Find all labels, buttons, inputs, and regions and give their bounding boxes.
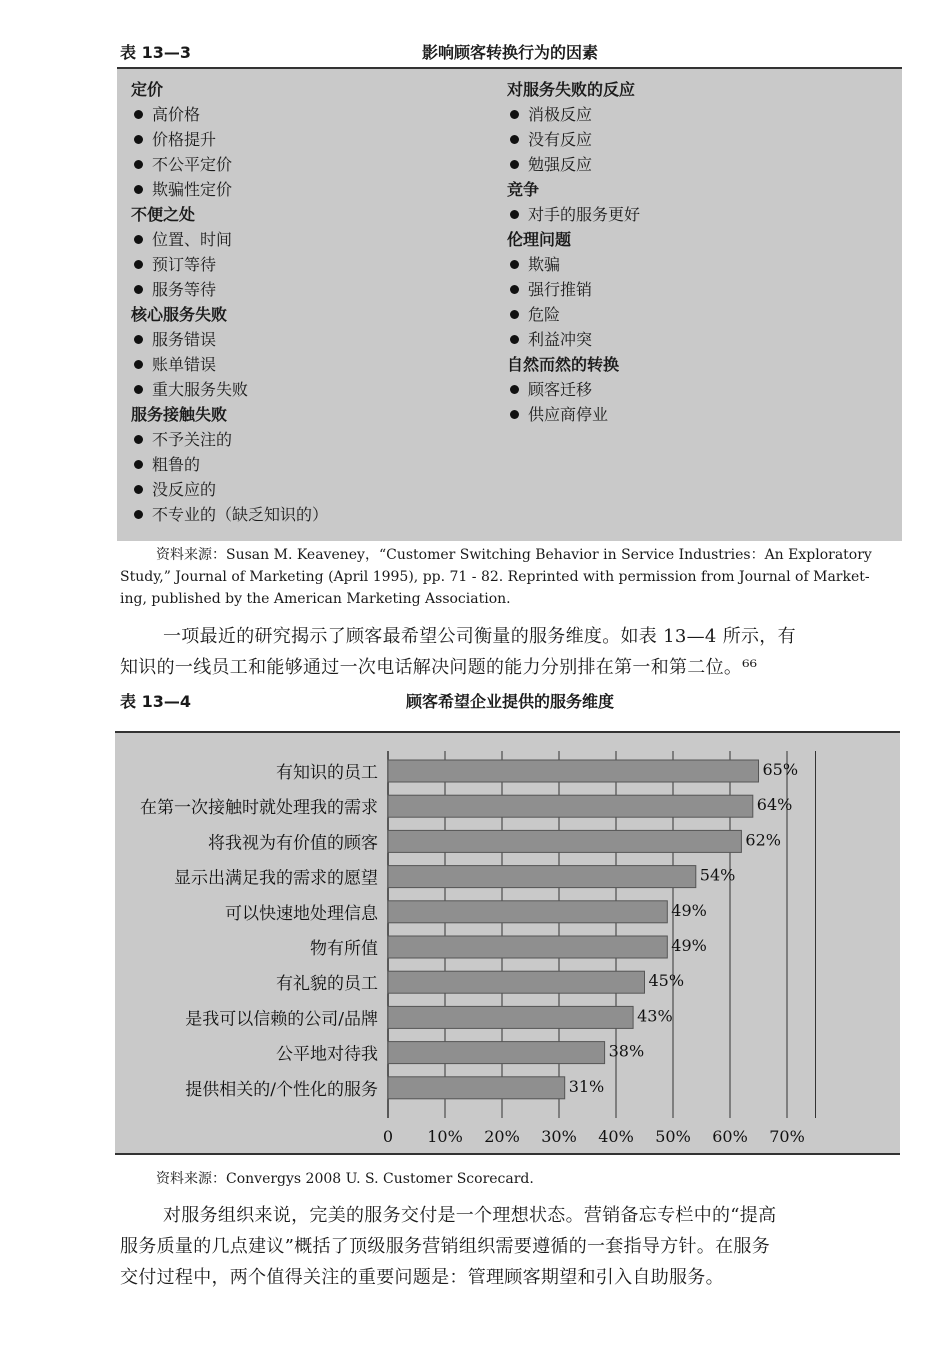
bullet-icon	[134, 160, 143, 169]
chart-tick-label: 50%	[655, 1127, 691, 1146]
table1-category: 自然而然的转换	[507, 355, 620, 374]
table1-item-text: 没反应的	[152, 480, 217, 499]
table1-list-item	[131, 502, 328, 527]
table2-label: 表 13—4	[120, 692, 191, 711]
table2-source: 资料来源：Convergys 2008 U. S. Customer Scorecard.	[156, 1171, 534, 1187]
bullet-icon	[134, 285, 143, 294]
table1-source-line: Study,” Journal of Marketing (April 1995), pp. 71 - 82. Reprinted with permission from Journal of Market-	[120, 569, 870, 585]
table1-item-text: 服务错误	[152, 330, 217, 349]
table1-item-text: 不公平定价	[152, 155, 233, 174]
table1-list-item	[131, 127, 328, 152]
chart-data-label: 62%	[745, 830, 781, 850]
paragraph-line: 一项最近的研究揭示了顾客最希望公司衡量的服务维度。如表 13—4 所示，有	[163, 626, 796, 647]
table1-label: 表 13—3	[120, 43, 191, 62]
table1-list-item	[507, 102, 640, 127]
table1-list-item	[131, 102, 328, 127]
table1-list-item	[507, 127, 640, 152]
table1-item-text: 价格提升	[152, 130, 217, 149]
chart-category-label: 有知识的员工	[276, 763, 378, 783]
table1-list-item	[131, 177, 328, 202]
table1-item-text: 粗鲁的	[152, 455, 201, 474]
table1-category: 竞争	[507, 180, 540, 199]
table1-item-text: 预订等待	[152, 255, 217, 274]
bullet-icon	[510, 135, 519, 144]
table1-item-text: 高价格	[152, 105, 201, 124]
chart-data-label: 43%	[637, 1006, 673, 1026]
table1-item-text: 账单错误	[152, 355, 217, 374]
chart-data-label: 38%	[608, 1041, 645, 1061]
table1-category: 定价	[131, 80, 164, 99]
table1-list-item	[131, 352, 328, 377]
chart-bar	[388, 971, 645, 993]
table1-item-text: 利益冲突	[528, 330, 593, 349]
bullet-icon	[134, 135, 143, 144]
bullet-icon	[510, 285, 519, 294]
table1-item-text: 对手的服务更好	[528, 205, 641, 224]
chart-data-label: 45%	[648, 971, 685, 991]
table1-category: 服务接触失败	[131, 405, 228, 424]
table1-list-item	[131, 152, 328, 177]
table1-title: 影响顾客转换行为的因素	[421, 43, 598, 62]
table1-item-text: 位置、时间	[152, 230, 233, 249]
table1-right-column	[507, 77, 640, 427]
chart-category-label: 是我可以信赖的公司/品牌	[185, 1009, 378, 1030]
chart-category-label: 物有所值	[310, 939, 378, 959]
table1-item-text: 重大服务失败	[152, 380, 249, 399]
bar-chart	[115, 733, 900, 1149]
paragraph-line: 交付过程中，两个值得关注的重要问题是：管理顾客期望和引入自助服务。	[120, 1267, 724, 1288]
chart-tick-label: 40%	[598, 1127, 634, 1146]
table1-item-text: 欺骗	[528, 255, 561, 274]
table1-list-item	[131, 427, 328, 452]
table1-list-item	[507, 402, 640, 427]
chart-category-label: 提供相关的/个性化的服务	[185, 1079, 378, 1100]
chart-data-label: 31%	[568, 1076, 605, 1096]
chart-category-label: 公平地对待我	[276, 1044, 378, 1065]
bullet-icon	[510, 335, 519, 344]
bullet-icon	[134, 235, 143, 244]
bullet-icon	[134, 460, 143, 469]
table1-body	[117, 67, 902, 541]
table1-category: 核心服务失败	[131, 305, 228, 324]
chart-category-label: 有礼貌的员工	[276, 974, 378, 995]
table1-item-text: 供应商停业	[528, 405, 609, 424]
chart-category-label: 显示出满足我的需求的愿望	[174, 868, 378, 889]
bullet-icon	[510, 110, 519, 119]
paragraph-line: 服务质量的几点建议”概括了顶级服务营销组织需要遵循的一套指导方针。在服务	[120, 1236, 770, 1257]
chart-category-label: 将我视为有价值的顾客	[208, 833, 378, 854]
chart-data-label: 49%	[671, 900, 707, 920]
chart-data-label: 65%	[762, 760, 799, 779]
table1-list-item	[131, 452, 328, 477]
table1-category: 不便之处	[131, 205, 196, 224]
chart-category-label: 在第一次接触时就处理我的需求	[140, 798, 378, 819]
bullet-icon	[134, 510, 143, 519]
table1-item-text: 没有反应	[528, 130, 593, 149]
chart-tick-label: 20%	[484, 1127, 520, 1146]
bullet-icon	[134, 385, 143, 394]
paragraph-line: 对服务组织来说，完美的服务交付是一个理想状态。营销备忘专栏中的“提高	[163, 1205, 777, 1226]
table1-item-text: 勉强反应	[528, 155, 593, 174]
table1-item-text: 不予关注的	[152, 430, 233, 449]
table1-list-item	[507, 377, 640, 402]
chart-bar	[388, 760, 759, 782]
chart-tick-label: 0	[382, 1127, 394, 1146]
table1-category: 伦理问题	[507, 230, 572, 249]
paragraph-2	[120, 1200, 905, 1293]
chart-data-label: 64%	[756, 795, 793, 815]
chart-bar	[388, 795, 753, 817]
table1-item-text: 欺骗性定价	[152, 180, 233, 199]
chart-bar	[388, 901, 667, 923]
bullet-icon	[134, 335, 143, 344]
table1-source-line: 资料来源：Susan M. Keaveney，“Customer Switching Behavior in Service Industries：An Exploratory	[156, 547, 872, 563]
table1-list-item	[507, 202, 640, 227]
table1-list-item	[507, 302, 640, 327]
chart-tick-label: 70%	[769, 1127, 805, 1146]
table1-list-item	[131, 277, 328, 302]
bullet-icon	[134, 260, 143, 269]
bullet-icon	[510, 210, 519, 219]
bullet-icon	[134, 110, 143, 119]
bullet-icon	[510, 160, 519, 169]
table1-list-item	[507, 252, 640, 277]
table1-item-text: 消极反应	[528, 105, 593, 124]
table1-list-item	[507, 277, 640, 302]
table1-category: 对服务失败的反应	[507, 80, 636, 99]
chart-tick-label: 60%	[712, 1127, 748, 1146]
chart-bar	[388, 830, 741, 852]
chart-bar	[388, 936, 667, 958]
table1-list-item	[131, 477, 328, 502]
table1-item-text: 顾客迁移	[528, 380, 593, 399]
bullet-icon	[510, 410, 519, 419]
chart-tick-label: 30%	[541, 1127, 577, 1146]
bullet-icon	[510, 260, 519, 269]
chart-bar	[388, 1042, 605, 1064]
chart-bar	[388, 1006, 633, 1028]
table2-title: 顾客希望企业提供的服务维度	[405, 692, 614, 711]
table1-list-item	[507, 152, 640, 177]
chart-data-label: 49%	[671, 936, 707, 955]
bullet-icon	[510, 385, 519, 394]
chart-bar	[388, 866, 696, 888]
table1-item-text: 危险	[528, 305, 561, 324]
table1-source	[120, 544, 902, 610]
table1-list-item	[131, 377, 328, 402]
table1-item-text: 服务等待	[152, 280, 217, 299]
paragraph-line: 知识的一线员工和能够通过一次电话解决问题的能力分别排在第一和第二位。⁶⁶	[120, 657, 758, 678]
chart-data-label: 54%	[699, 865, 736, 885]
bullet-icon	[510, 310, 519, 319]
paragraph-1	[120, 621, 905, 683]
table1-item-text: 强行推销	[528, 280, 593, 299]
table1-list-item	[131, 227, 328, 252]
bullet-icon	[134, 435, 143, 444]
bullet-icon	[134, 360, 143, 369]
table1-list-item	[507, 327, 640, 352]
table1-list-item	[131, 252, 328, 277]
table1-source-line: ing, published by the American Marketing Association.	[120, 591, 511, 607]
bullet-icon	[134, 485, 143, 494]
chart-panel	[115, 731, 900, 1155]
chart-bar	[388, 1077, 565, 1099]
table1-item-text: 不专业的（缺乏知识的）	[152, 505, 329, 524]
chart-category-label: 可以快速地处理信息	[225, 903, 378, 924]
table1-list-item	[131, 327, 328, 352]
chart-tick-label: 10%	[427, 1127, 463, 1146]
bullet-icon	[134, 185, 143, 194]
table1-left-column	[131, 77, 328, 527]
